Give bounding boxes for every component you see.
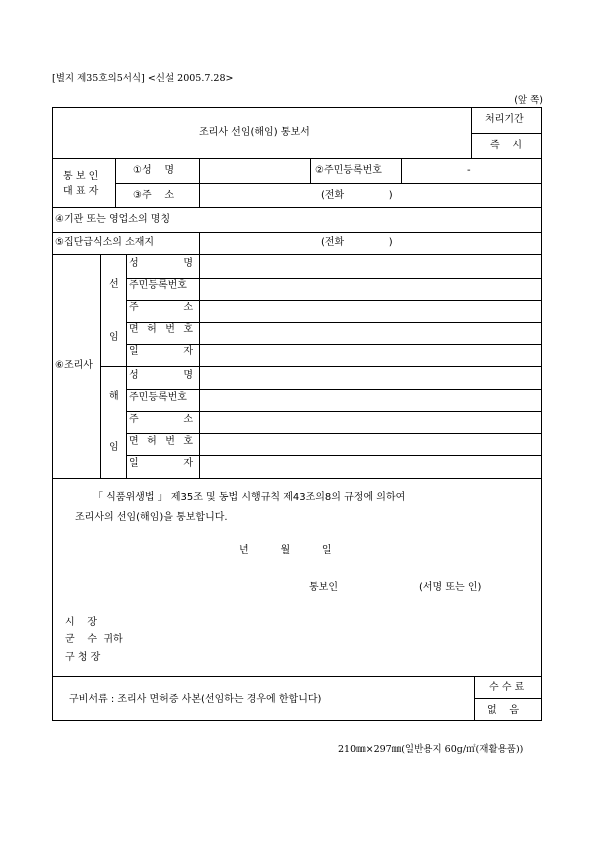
cook-field-label: 주 소 (129, 302, 193, 313)
appoint-char-1: 선 (109, 279, 119, 290)
fee-value: 없 음 (487, 705, 520, 716)
notifier-label: 통 보 인 대 표 자 (63, 171, 99, 197)
processing-period-label: 처리기간 (485, 114, 524, 125)
cook-label: ⑥조리사 (55, 360, 93, 371)
dismiss-char-1: 해 (109, 391, 119, 402)
cook-field-label: 면 허 번 호 (129, 436, 193, 447)
statement-date: 년 월 일 (239, 545, 332, 556)
fee-label: 수 수 료 (489, 682, 525, 693)
sign-note: (서명 또는 인) (419, 582, 482, 593)
recipient-mayor: 시 장 (65, 617, 98, 628)
dismiss-char-2: 임 (109, 442, 119, 453)
rrn-label: ②주민등록번호 (315, 165, 382, 176)
appoint-char-2: 임 (109, 332, 119, 343)
institution-label: ④기관 또는 영업소의 명칭 (55, 214, 171, 225)
cook-field-label: 일 자 (129, 458, 193, 469)
notification-form (52, 107, 542, 721)
rrn-value: - (467, 165, 471, 176)
recipient-district: 구 청 장 (65, 652, 101, 663)
page-side: (앞 쪽) (514, 95, 543, 106)
required-documents: 구비서류 : 조리사 면허증 사본(선임하는 경우에 한합니다) (69, 694, 322, 705)
cook-field-label: 면 허 번 호 (129, 324, 193, 335)
phone-label: (전화 ) (321, 190, 393, 201)
statement-line1: 「 식품위생법 」 제35조 및 동법 시행규칙 제43조의8의 규정에 의하여 (93, 492, 406, 503)
processing-period-value: 즉 시 (490, 140, 523, 151)
form-title: 조리사 선임(해임) 통보서 (199, 127, 310, 138)
location-label: ⑤집단급식소의 소재지 (55, 237, 155, 248)
address-label: ③주 소 (133, 190, 174, 201)
form-number: [별지 제35호의5서식] <신설 2005.7.28> (52, 73, 234, 84)
cook-field-label: 주 소 (129, 414, 193, 425)
name-label: ①성 명 (133, 165, 174, 176)
recipient-county: 군 수 귀하 (65, 634, 123, 645)
paper-spec: 210㎜×297㎜(일반용지 60g/㎡(재활용품)) (338, 744, 524, 755)
statement-line2: 조리사의 선임(해임)을 통보합니다. (75, 512, 228, 523)
cook-field-label: 성 명 (129, 370, 193, 381)
cook-field-label: 성 명 (129, 258, 193, 269)
location-phone-label: (전화 ) (321, 237, 393, 248)
cook-field-label: 주민등록번호 (129, 392, 187, 403)
signer-label: 통보인 (309, 582, 338, 593)
cook-field-label: 일 자 (129, 346, 193, 357)
cook-field-label: 주민등록번호 (129, 280, 187, 291)
